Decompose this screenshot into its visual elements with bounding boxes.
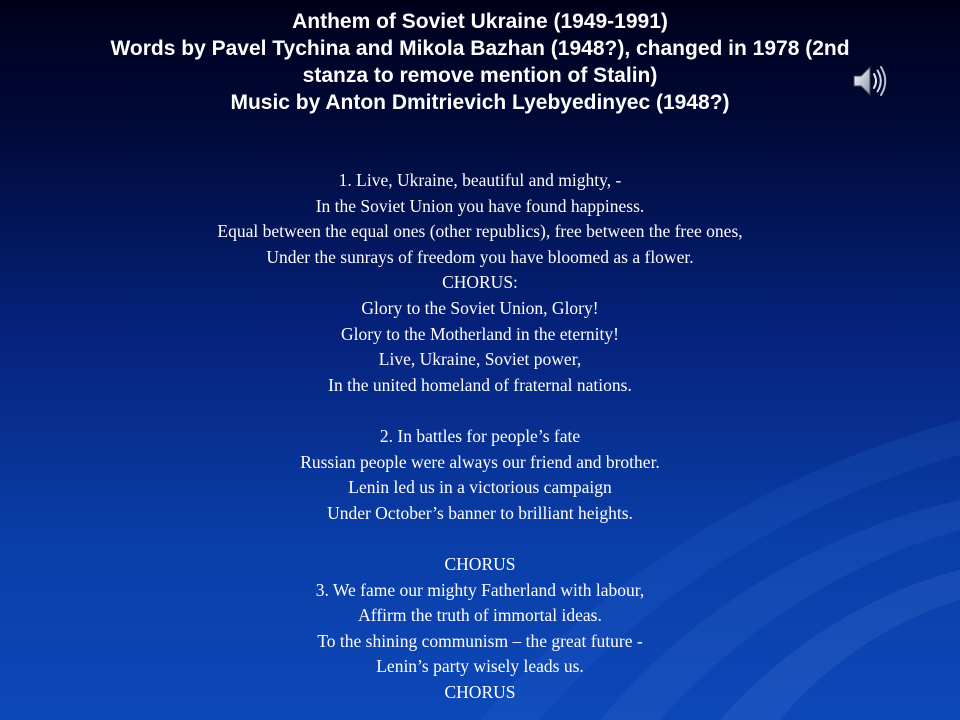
- lyric-line: 3. We fame our mighty Fatherland with labour,: [315, 579, 645, 600]
- lyric-line: CHORUS: [444, 681, 516, 702]
- lyric-line: Glory to the Soviet Union, Glory!: [361, 297, 599, 318]
- title-line: Words by Pavel Tychina and Mikola Bazhan (1948?), changed in 1978 (2nd: [110, 37, 850, 60]
- lyric-line: Lenin’s party wisely leads us.: [376, 656, 584, 677]
- lyric-line: Under the sunrays of freedom you have bloomed as a flower.: [266, 246, 694, 267]
- lyric-line: Lenin led us in a victorious campaign: [348, 477, 612, 498]
- title-line: Anthem of Soviet Ukraine (1949-1991): [292, 10, 668, 33]
- slide-title: [30, 8, 930, 116]
- lyric-line: Affirm the truth of immortal ideas.: [358, 605, 602, 626]
- blank-line: [60, 398, 900, 424]
- speaker-icon[interactable]: [850, 62, 888, 100]
- title-line: stanza to remove mention of Stalin): [302, 64, 658, 87]
- lyrics-body: [60, 168, 900, 705]
- lyric-line: Under October’s banner to brilliant heights.: [327, 502, 633, 523]
- blank-line: [60, 526, 900, 552]
- lyric-line: In the Soviet Union you have found happiness.: [315, 195, 645, 216]
- lyric-line: Glory to the Motherland in the eternity!: [341, 323, 619, 344]
- lyric-line: 2. In battles for people’s fate: [379, 425, 581, 446]
- lyric-line: To the shining communism – the great future -: [317, 630, 643, 651]
- lyric-line: 1. Live, Ukraine, beautiful and mighty, -: [338, 170, 622, 190]
- lyric-line: CHORUS: [444, 553, 516, 574]
- lyric-line: Live, Ukraine, Soviet power,: [378, 349, 582, 370]
- lyric-line: Russian people were always our friend and brother.: [300, 451, 660, 472]
- lyric-line: CHORUS:: [442, 272, 518, 293]
- lyric-line: Equal between the equal ones (other republics), free between the free ones,: [217, 221, 743, 242]
- title-line: Music by Anton Dmitrievich Lyebyedinyec (1948?): [230, 91, 730, 114]
- lyric-line: In the united homeland of fraternal nations.: [328, 374, 632, 395]
